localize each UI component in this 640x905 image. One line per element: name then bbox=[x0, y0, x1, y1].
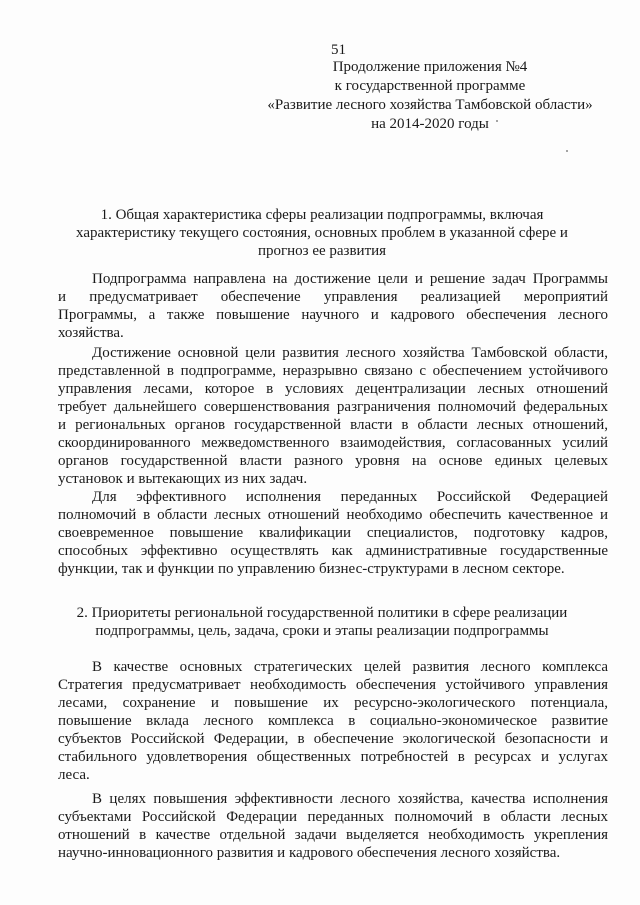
section-2-title bbox=[52, 604, 592, 640]
appendix-header-line: к государственной программе bbox=[334, 78, 526, 94]
appendix-header bbox=[250, 58, 610, 134]
text-line: Стратегия предусматривает необходимость обеспечения устойчивого управления bbox=[58, 677, 608, 693]
text-line: органов государственной власти разного уровня на основе единых целевых bbox=[58, 453, 608, 469]
section-title-line: прогноз ее развития bbox=[257, 243, 387, 259]
text-line: способных эффективно осуществлять как административные государственные bbox=[58, 543, 608, 559]
text-line: субъектов Российской Федерации, в обеспечение экологической безопасности и bbox=[58, 731, 608, 747]
page-number: 51 bbox=[331, 42, 346, 58]
scan-speck bbox=[496, 120, 498, 122]
text-line: В качестве основных стратегических целей развития лесного комплекса bbox=[92, 659, 608, 675]
text-line: и предусматривает обеспечение управления реализацией мероприятий bbox=[58, 289, 608, 305]
section-1-paragraph-1 bbox=[58, 270, 608, 342]
appendix-header-line: на 2014-2020 годы bbox=[371, 116, 489, 132]
text-line: леса. bbox=[58, 767, 90, 783]
appendix-header-line: Продолжение приложения №4 bbox=[332, 59, 528, 75]
section-title-line: 1. Общая характеристика сферы реализации подпрограммы, включая bbox=[100, 207, 544, 223]
text-line: Для эффективного исполнения переданных Российской Федерацией bbox=[92, 489, 608, 505]
text-line: хозяйства. bbox=[58, 325, 124, 341]
section-2-paragraph-1 bbox=[58, 658, 608, 784]
text-line: научно-инновационного развития и кадрового обеспечения лесного хозяйства. bbox=[58, 845, 561, 861]
section-title-line: характеристику текущего состояния, основных проблем в указанной сфере и bbox=[76, 225, 568, 241]
text-line: своевременное повышение квалификации специалистов, подготовку кадров, bbox=[58, 525, 608, 541]
text-line: полномочий в области лесных отношений необходимо обеспечить качественное и bbox=[58, 507, 608, 523]
text-line: отношений в качестве отдельной задачи выделяется необходимость укрепления bbox=[58, 827, 608, 843]
text-line: и региональных органов государственной власти в области лесных отношений, bbox=[58, 417, 608, 433]
text-line: установок и вытекающих из них задач. bbox=[58, 471, 308, 487]
section-2-paragraph-2 bbox=[58, 790, 608, 862]
text-line: скоординированного межведомственного взаимодействия, согласованных усилий bbox=[58, 435, 608, 451]
text-line: В целях повышения эффективности лесного хозяйства, качества исполнения bbox=[92, 791, 608, 807]
text-line: Программы, а также повышение научного и кадрового обеспечения лесного bbox=[58, 307, 608, 323]
section-1-paragraph-3 bbox=[58, 488, 608, 578]
section-title-line: подпрограммы, цель, задача, сроки и этапы реализации подпрограммы bbox=[95, 623, 549, 639]
text-line: представленной в подпрограмме, неразрывно связано с обеспечением устойчивого bbox=[58, 363, 608, 379]
section-title-line: 2. Приоритеты региональной государственной политики в сфере реализации bbox=[76, 605, 568, 621]
text-line: управления лесами, которое в условиях децентрализации лесных отношений bbox=[58, 381, 608, 397]
text-line: функции, так и функции по управлению бизнес-структурами в лесном секторе. bbox=[58, 561, 565, 577]
section-1-title bbox=[52, 206, 592, 260]
section-1-paragraph-2 bbox=[58, 344, 608, 488]
text-line: Достижение основной цели развития лесного хозяйства Тамбовской области, bbox=[92, 345, 608, 361]
scan-speck bbox=[566, 150, 568, 152]
text-line: стабильного удовлетворения общественных потребностей в ресурсах и услугах bbox=[58, 749, 608, 765]
text-line: субъектами Российской Федерации переданных полномочий в области лесных bbox=[58, 809, 608, 825]
text-line: повышение вклада лесного комплекса в социально-экономическое развитие bbox=[58, 713, 608, 729]
text-line: требует дальнейшего совершенствования разграничения полномочий федеральных bbox=[58, 399, 608, 415]
appendix-header-line: «Развитие лесного хозяйства Тамбовской области» bbox=[267, 97, 593, 113]
text-line: Подпрограмма направлена на достижение цели и решение задач Программы bbox=[92, 271, 608, 287]
text-line: лесами, сохранение и повышение их ресурсно-экологического потенциала, bbox=[58, 695, 608, 711]
